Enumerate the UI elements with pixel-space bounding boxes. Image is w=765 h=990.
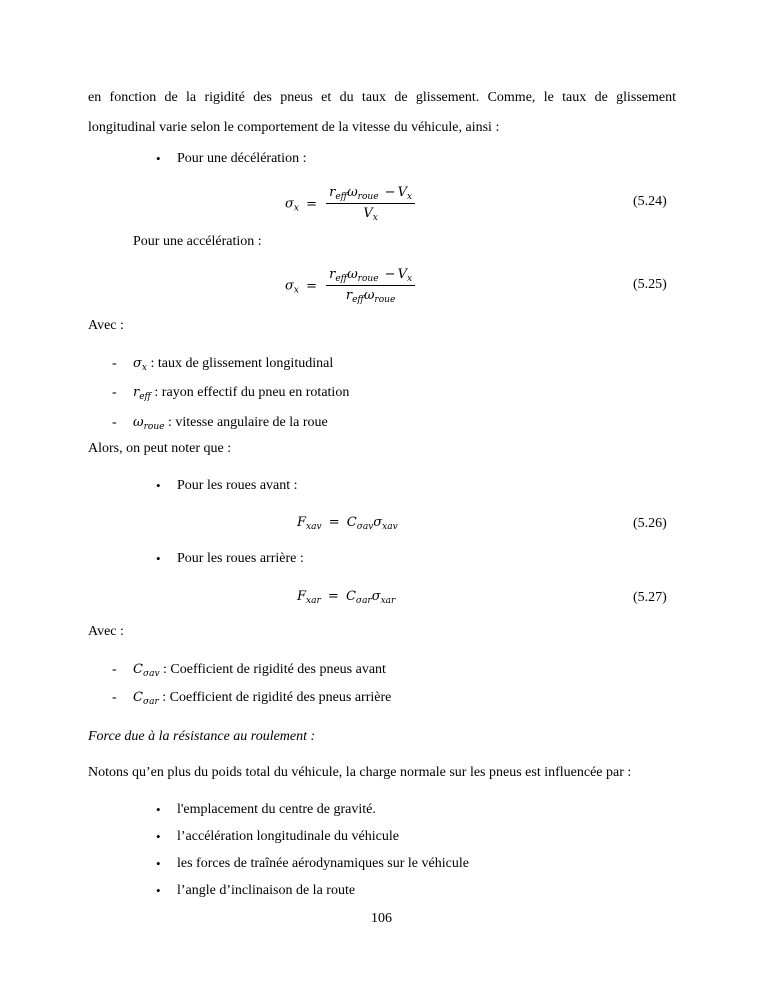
roues-avant-label: Pour les roues avant : — [177, 478, 298, 493]
alors-text: Alors, on peut noter que : — [88, 441, 232, 456]
equation-5-27: $F_{xar} = C_{\sigma ar}\sigma_{xar}$ — [297, 589, 396, 606]
bullet-icon: • — [156, 856, 161, 871]
equation-number-5-25: (5.25) — [633, 277, 667, 292]
intro-line-2: longitudinal varie selon le comportement de la vitesse du véhicule, ainsi : — [88, 120, 500, 135]
equation-number-5-24: (5.24) — [633, 194, 667, 209]
factor-item: l’accélération longitudinale du véhicule — [177, 829, 399, 844]
factor-item: les forces de traînée aérodynamiques sur le véhicule — [177, 856, 469, 871]
intro-line-1: en fonction de la rigidité des pneus et du taux de glissement. Comme, le taux de glissement — [88, 90, 676, 105]
avec-label: Avec : — [88, 318, 124, 333]
fraction: $\frac{r_{eff}\omega_{roue} - V_x}{r_{eff}\omega_{roue}}$ — [326, 267, 415, 305]
deceleration-label: Pour une décélération : — [177, 151, 307, 166]
bullet-icon: • — [156, 802, 161, 817]
factor-item: l’angle d’inclinaison de la route — [177, 883, 356, 898]
definition-c-sigma-av: $C_{\sigma av}$ : Coefficient de rigidité des pneus avant — [133, 662, 386, 679]
bullet-icon: • — [156, 151, 161, 166]
definition-omega-roue: $\omega_{roue}$ : vitesse angulaire de la roue — [133, 415, 328, 432]
notons-paragraph: Notons qu’en plus du poids total du véhicule, la charge normale sur les pneus est influencée par : — [88, 765, 632, 780]
definition-sigma-x: $\sigma_x$ : taux de glissement longitudinal — [133, 356, 334, 373]
dash-marker: - — [112, 690, 117, 705]
intro-paragraph — [88, 83, 676, 143]
bullet-icon: • — [156, 551, 161, 566]
avec-label: Avec : — [88, 624, 124, 639]
bullet-icon: • — [156, 829, 161, 844]
dash-marker: - — [112, 385, 117, 400]
acceleration-label: Pour une accélération : — [133, 234, 262, 249]
section-title: Force due à la résistance au roulement : — [88, 729, 316, 744]
definition-c-sigma-ar: $C_{\sigma ar}$ : Coefficient de rigidité des pneus arrière — [133, 690, 392, 707]
bullet-icon: • — [156, 478, 161, 493]
equation-number-5-27: (5.27) — [633, 590, 667, 605]
fraction: $\frac{r_{eff}\omega_{roue} - V_x}{V_x}$ — [326, 185, 415, 223]
roues-arriere-label: Pour les roues arrière : — [177, 551, 304, 566]
dash-marker: - — [112, 662, 117, 677]
equation-number-5-26: (5.26) — [633, 516, 667, 531]
equation-5-24: $\sigma_x$ = $\frac{r_{eff}\omega_{roue} - V_x}{V_x}$ — [285, 185, 417, 223]
dash-marker: - — [112, 356, 117, 371]
factor-item: l'emplacement du centre de gravité. — [177, 802, 376, 817]
dash-marker: - — [112, 415, 117, 430]
bullet-icon: • — [156, 883, 161, 898]
definition-r-eff: $r_{eff}$ : rayon effectif du pneu en rotation — [133, 385, 350, 402]
equation-5-25: $\sigma_x$ = $\frac{r_{eff}\omega_{roue} - V_x}{r_{eff}\omega_{roue}}$ — [285, 267, 417, 305]
page-number: 106 — [371, 911, 392, 926]
equation-5-26: $F_{xav} = C_{\sigma av}\sigma_{xav}$ — [297, 515, 398, 532]
